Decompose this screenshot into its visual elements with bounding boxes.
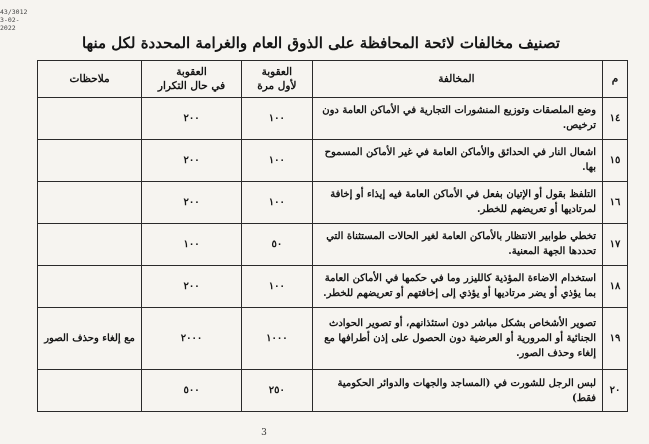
table-row	[38, 265, 628, 307]
document-title: تصنيف مخالفات لائحة المحافظة على الذوق العام والغرامة المحددة لكل منها	[81, 34, 560, 52]
header-notes: ملاحظات	[38, 61, 142, 98]
row-violation: لبس الرجل للشورت في (المساجد والجهات والدوائر الحكومية فقط)	[312, 370, 602, 412]
header-violation: المخالفة	[312, 61, 602, 98]
row-repeat-penalty: ٢٠٠	[142, 265, 242, 307]
row-first-penalty: ١٠٠	[241, 181, 312, 223]
row-first-penalty: ١٠٠	[241, 98, 312, 140]
violations-table	[37, 60, 628, 412]
row-violation: اشعال النار في الحدائق والأماكن العامة في غير الأماكن المسموح بها.	[312, 139, 602, 181]
row-violation: تخطي طوابير الانتظار بالأماكن العامة لغير الحالات المستثناة التي تحددها الجهة المعنية.	[312, 223, 602, 265]
row-notes	[38, 139, 142, 181]
row-first-penalty: ٥٠	[241, 223, 312, 265]
row-repeat-penalty: ٢٠٠	[142, 98, 242, 140]
row-first-penalty: ١٠٠٠	[241, 307, 312, 369]
stamp-date: 3-02-2022	[0, 16, 20, 32]
row-num: ١٤	[603, 98, 628, 140]
row-notes	[38, 370, 142, 412]
row-violation: وضع الملصقات وتوزيع المنشورات التجارية في الأماكن العامة دون ترخيص.	[312, 98, 602, 140]
row-num: ١٩	[603, 307, 628, 369]
row-violation: تصوير الأشخاص بشكل مباشر دون استئذانهم، أو تصوير الحوادث الجنائية أو المرورية أو العرضية دون الحصول على إذن أطرافها مع إلغاء وحذف الصور.	[312, 307, 602, 369]
page-number: 3	[261, 428, 267, 438]
stamp-ref: 43/3012	[0, 8, 28, 16]
row-notes: مع إلغاء وحذف الصور	[38, 307, 142, 369]
header-first-text: العقوبة لأول مرة	[257, 66, 297, 92]
row-repeat-penalty: ١٠٠	[142, 223, 242, 265]
row-num: ١٧	[603, 223, 628, 265]
row-repeat-penalty: ٢٠٠	[142, 139, 242, 181]
row-first-penalty: ١٠٠	[241, 139, 312, 181]
table-row	[38, 370, 628, 412]
row-notes	[38, 265, 142, 307]
row-violation: التلفظ بقول أو الإتيان بفعل في الأماكن العامة فيه إيذاء أو إخافة لمرتاديها أو تعريضهم للخطر.	[312, 181, 602, 223]
table-header-row	[38, 61, 628, 98]
table-row	[38, 98, 628, 140]
table-row	[38, 181, 628, 223]
header-num: م	[603, 61, 628, 98]
table-row	[38, 223, 628, 265]
row-num: ١٦	[603, 181, 628, 223]
row-repeat-penalty: ٢٠٠٠	[142, 307, 242, 369]
header-first-penalty	[241, 61, 312, 98]
side-date-stamp	[0, 8, 26, 32]
row-notes	[38, 181, 142, 223]
row-num: ١٨	[603, 265, 628, 307]
header-repeat-text: العقوبة في حال التكرار	[157, 66, 226, 92]
row-num: ٢٠	[603, 370, 628, 412]
table-row	[38, 139, 628, 181]
row-notes	[38, 98, 142, 140]
table-row	[38, 307, 628, 369]
row-violation: استخدام الاضاءة المؤذية كالليزر وما في حكمها في الأماكن العامة بما يؤذي أو يضر مرتاديها أو يؤذي إلى إخافتهم أو تعريضهم للخطر.	[312, 265, 602, 307]
row-first-penalty: ١٠٠	[241, 265, 312, 307]
row-notes	[38, 223, 142, 265]
row-repeat-penalty: ٥٠٠	[142, 370, 242, 412]
row-first-penalty: ٢٥٠	[241, 370, 312, 412]
row-repeat-penalty: ٢٠٠	[142, 181, 242, 223]
header-repeat-penalty	[142, 61, 242, 98]
row-num: ١٥	[603, 139, 628, 181]
